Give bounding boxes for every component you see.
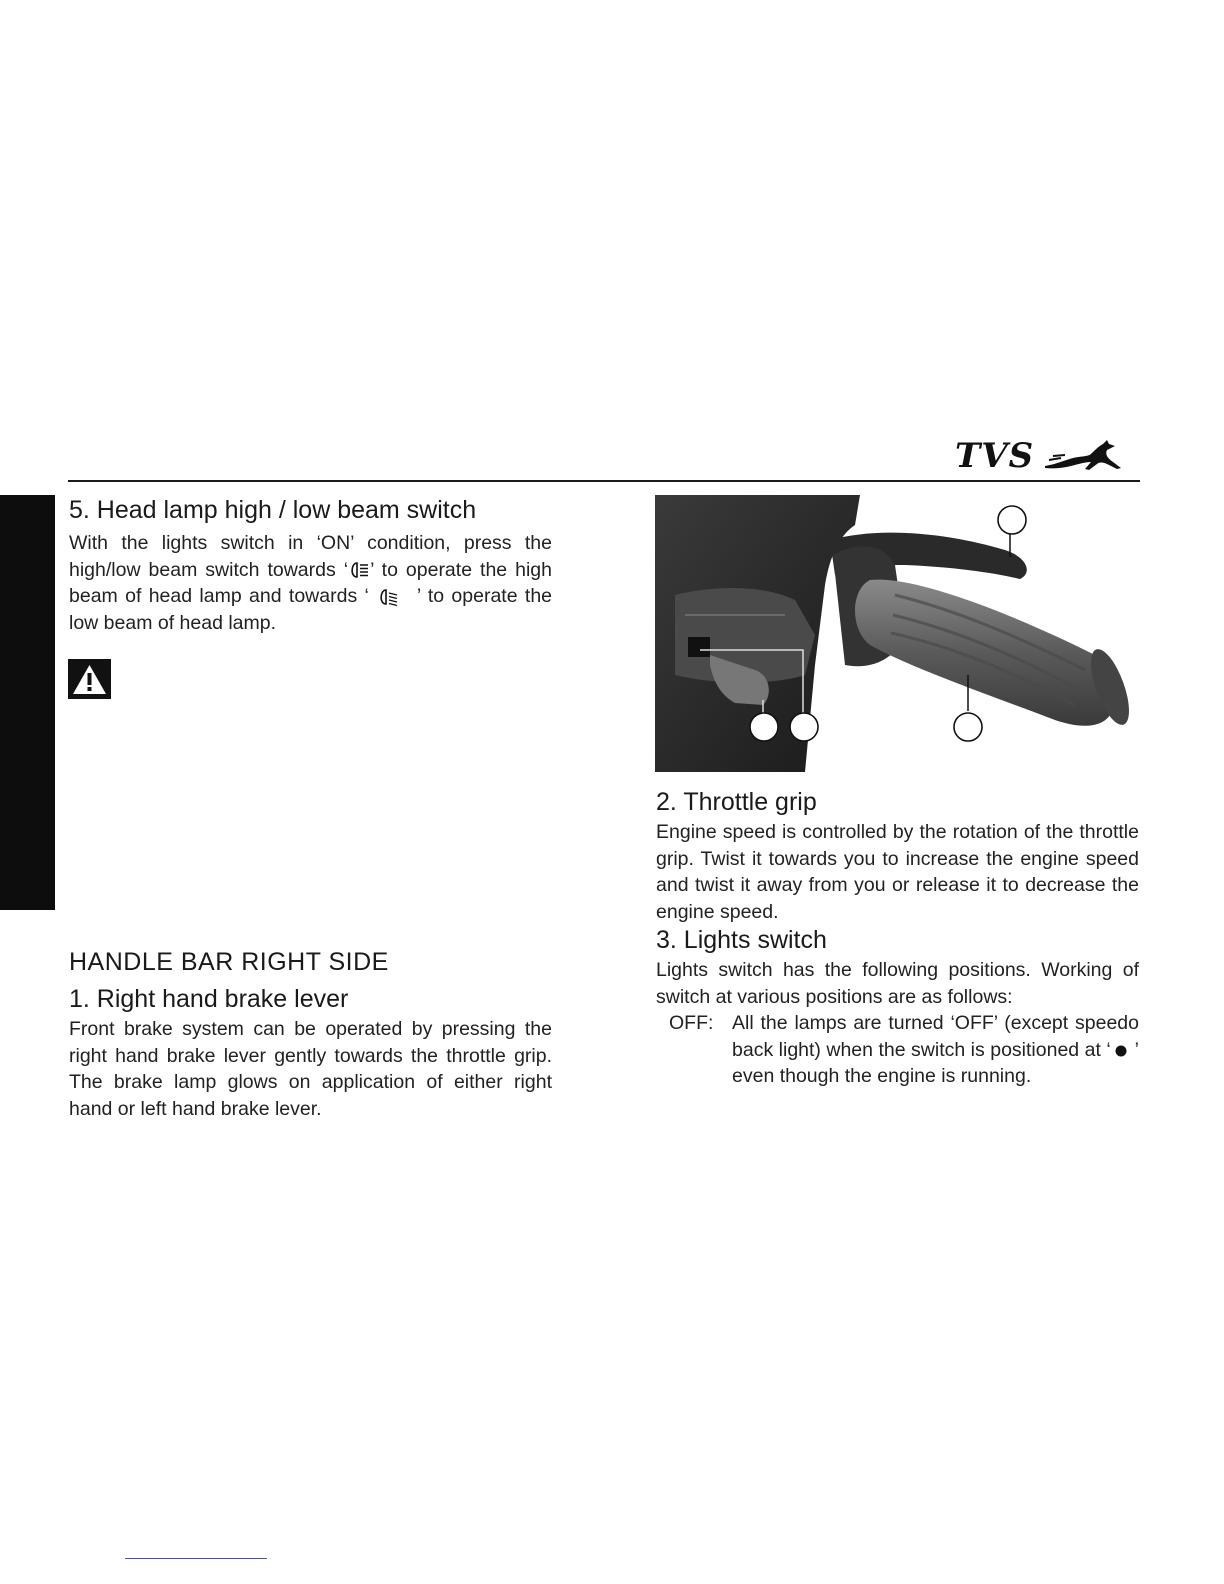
- handlebar-heading: HANDLE BAR RIGHT SIDE: [69, 948, 389, 976]
- section-side-tab: [0, 495, 55, 910]
- section-2-title: 2. Throttle grip: [656, 788, 817, 816]
- section-5-text-a: With the lights switch in ‘ON’ condition, press the high/low beam switch towards ‘: [69, 532, 552, 581]
- off-label: OFF:: [669, 1012, 714, 1034]
- brand-logo: [955, 436, 1135, 476]
- section-1-text: Front brake system can be operated by pressing the right hand brake lever gently towards the throttle grip. The brake lamp glows on application of either right hand or left hand brake lever.: [69, 1018, 552, 1120]
- brand-name: TVS: [955, 436, 1035, 476]
- header-rule: [68, 480, 1140, 482]
- warning-triangle-icon: [68, 659, 111, 699]
- section-2-text: Engine speed is controlled by the rotation of the throttle grip. Twist it towards you to increase the engine speed and twist it away from you or release it to decrease the engine speed.: [656, 821, 1139, 923]
- off-text-a: All the lamps are turned ‘OFF’ (except speedo back light) when the switch is positioned at ‘: [732, 1012, 1139, 1061]
- off-text-b: ’ even though the engine is running.: [732, 1038, 1139, 1087]
- filled-dot-icon: [1111, 1042, 1135, 1058]
- section-5-text-b: ’ to operate the high beam of head lamp and towards ‘: [69, 558, 552, 607]
- section-3-text: Lights switch has the following positions. Working of switch at various positions are as follows:: [656, 959, 1139, 1008]
- horse-logo-icon: [1041, 438, 1127, 474]
- section-5-body: [69, 530, 552, 636]
- high-beam-icon: [348, 560, 370, 580]
- low-beam-icon: [369, 587, 417, 607]
- section-3-title: 3. Lights switch: [656, 926, 827, 954]
- section-5-title: 5. Head lamp high / low beam switch: [69, 496, 477, 524]
- footer-line: [125, 1558, 267, 1559]
- section-5-text-c: ’ to operate the low beam of head lamp.: [69, 585, 553, 634]
- off-description: [732, 1010, 1139, 1090]
- section-1-title: 1. Right hand brake lever: [69, 985, 349, 1013]
- throttle-photo: [655, 495, 1138, 772]
